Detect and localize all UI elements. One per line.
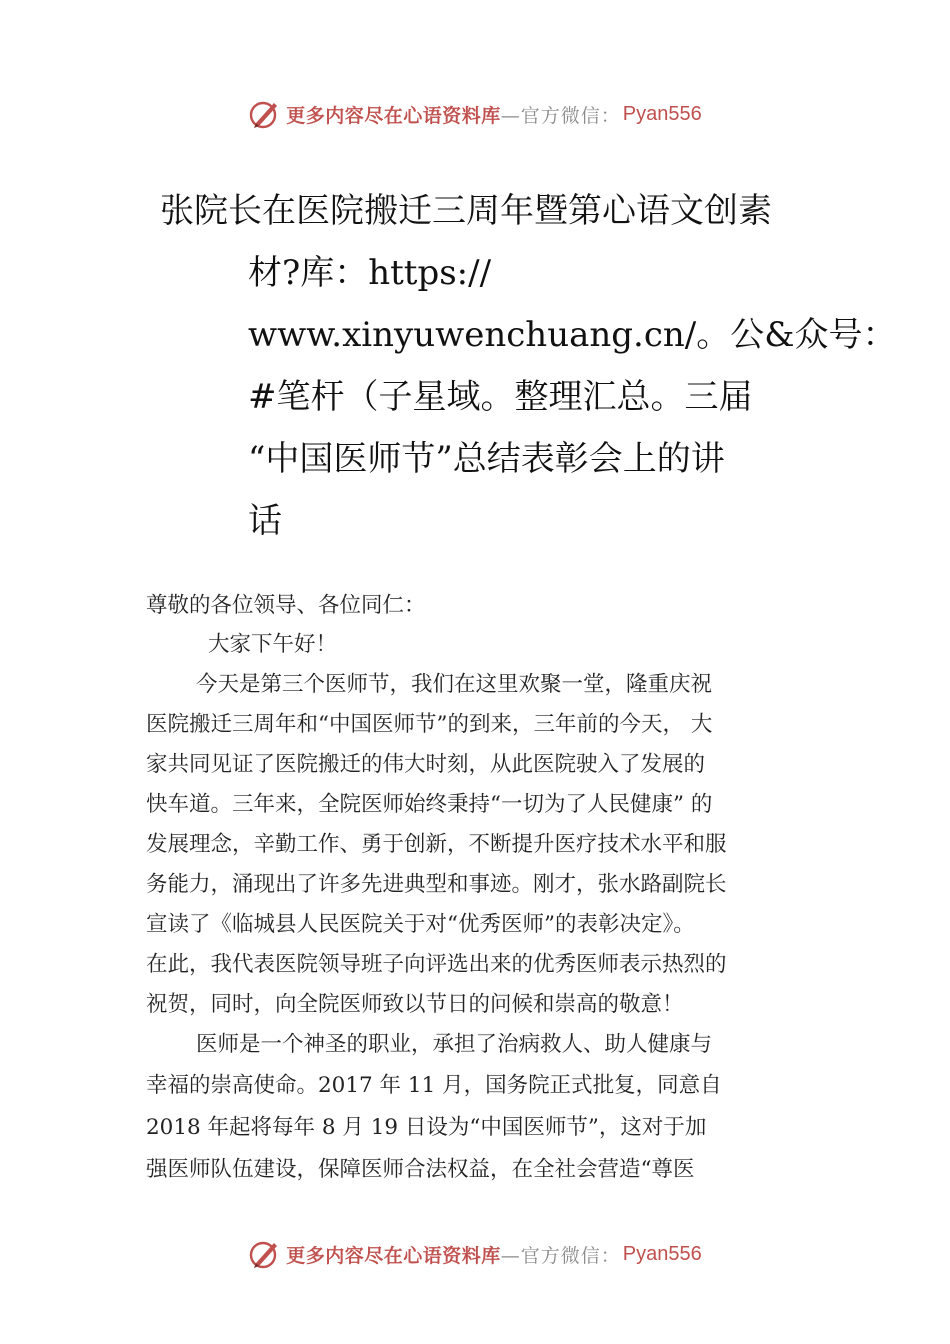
pen-logo-icon (248, 97, 282, 131)
paragraph-line: 宣读了《临城县人民医院关于对“优秀医师”的表彰决定》。 (146, 912, 695, 937)
greeting: 大家下午好！ (208, 632, 338, 657)
speech-body (146, 587, 818, 1191)
title-line: 话 (248, 501, 282, 541)
title-line: #笔杆（子星域。整理汇总。三届 (248, 377, 753, 417)
paragraph-line: 幸福的崇高使命。2017 年 11 月，国务院正式批复，同意自 (146, 1073, 722, 1098)
banner-wechat-label: —官方微信： (500, 1244, 621, 1267)
paragraph-line: 祝贺，同时，向全院医师致以节日的问候和崇高的敬意！ (146, 992, 684, 1017)
footer-banner (0, 1234, 950, 1274)
header-banner (0, 94, 950, 134)
banner-wechat-id: Pyan556 (622, 1242, 702, 1265)
paragraph-line: 在此，我代表医院领导班子向评选出来的优秀医师表示热烈的 (146, 952, 727, 977)
paragraph-line: 医师是一个神圣的职业，承担了治病救人、助人健康与 (196, 1032, 713, 1057)
banner-promo-text: 更多内容尽在心语资料库 (286, 1244, 501, 1267)
title-line: www.xinyuwenchuang.cn/。公&众号： (248, 315, 897, 355)
salutation: 尊敬的各位领导、各位同仁： (146, 593, 426, 618)
banner-promo-text: 更多内容尽在心语资料库 (286, 104, 501, 127)
banner-wechat-id: Pyan556 (622, 102, 702, 125)
paragraph-line: 发展理念，辛勤工作、勇于创新，不断提升医疗技术水平和服 (146, 832, 727, 857)
title-line: 材?库：https:// (248, 253, 492, 293)
paragraph-line: 强医师队伍建设，保障医师合法权益，在全社会营造“尊医 (146, 1157, 695, 1182)
document-title (148, 180, 897, 552)
pen-logo-icon (248, 1237, 282, 1271)
paragraph-line: 快车道。三年来，全院医师始终秉持“一切为了人民健康” 的 (146, 792, 713, 817)
title-line: 张院长在医院搬迁三周年暨第心语文创素 (160, 191, 772, 231)
paragraph-line: 家共同见证了医院搬迁的伟大时刻，从此医院驶入了发展的 (146, 752, 706, 777)
paragraph-line: 2018 年起将每年 8 月 19 日设为“中国医师节”，这对于加 (146, 1115, 707, 1140)
title-line: “中国医师节”总结表彰会上的讲 (248, 439, 725, 479)
paragraph-line: 医院搬迁三周年和“中国医师节”的到来，三年前的今天， 大 (146, 712, 713, 737)
paragraph-line: 务能力，涌现出了许多先进典型和事迹。刚才，张水路副院长 (146, 872, 727, 897)
banner-wechat-label: —官方微信： (500, 104, 621, 127)
paragraph-line: 今天是第三个医师节，我们在这里欢聚一堂，隆重庆祝 (196, 672, 713, 697)
